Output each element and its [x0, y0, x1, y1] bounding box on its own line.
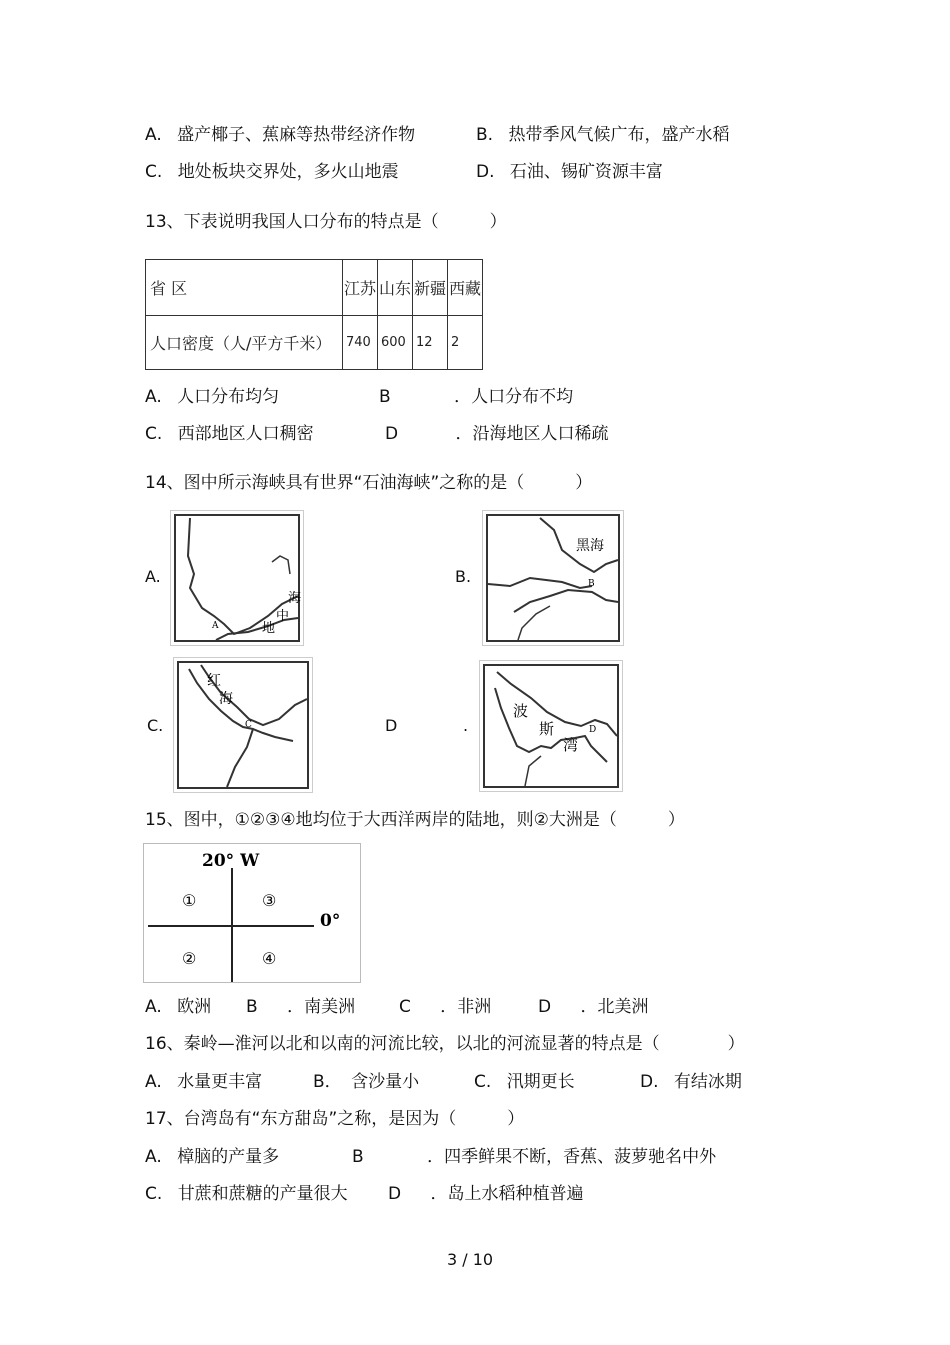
option-text: 樟脑的产量多	[177, 1147, 280, 1167]
q16-option-c	[474, 1074, 575, 1091]
option-letter: A.	[145, 1147, 162, 1167]
q12-option-a	[145, 127, 415, 144]
table-cell: 江苏	[343, 260, 378, 316]
map-d-hormuz[interactable]	[479, 660, 623, 792]
option-letter: D.	[476, 162, 495, 182]
table-cell: 12	[413, 316, 448, 370]
option-letter: D.	[640, 1072, 659, 1092]
quadrant-diagram	[144, 844, 360, 982]
map-frame	[486, 514, 620, 642]
option-letter: D	[388, 1184, 402, 1204]
q14-option-d-dot: .	[463, 716, 469, 735]
option-text: 热带季风气候广布，盛产水稻	[508, 125, 730, 145]
option-letter: A.	[145, 1072, 162, 1092]
option-text: 有结冰期	[673, 1072, 742, 1092]
option-text: 人口分布均匀	[177, 387, 280, 407]
table-cell: 人口密度（人/平方千米）	[146, 316, 343, 370]
option-text: ．岛上水稻种植普遍	[430, 1184, 584, 1204]
map-sea-label: 湾	[563, 736, 579, 754]
q15-option-b	[246, 999, 355, 1016]
q17-stem: 17、台湾岛有“东方甜岛”之称，是因为（ ）	[145, 1109, 525, 1129]
q16-option-b	[313, 1074, 419, 1091]
quadrant-1: ①	[182, 891, 197, 910]
q17-option-b	[352, 1149, 716, 1166]
longitude-label: 20° W	[202, 851, 260, 871]
map-c-coastline	[179, 663, 307, 787]
option-text: 水量更丰富	[177, 1072, 263, 1092]
map-marker: D	[589, 725, 597, 735]
page-number: 3 / 10	[447, 1250, 494, 1269]
map-sea-label: 红	[207, 673, 221, 689]
q15-option-a	[145, 999, 211, 1016]
map-d-coastline	[485, 666, 617, 786]
map-sea-label: 海	[288, 591, 302, 606]
map-c-bab-el-mandeb[interactable]	[173, 657, 313, 793]
map-sea-label: 斯	[539, 720, 555, 738]
table-cell: 740	[343, 316, 378, 370]
option-text: ．人口分布不均	[454, 387, 574, 407]
table-cell: 600	[378, 316, 413, 370]
table-cell: 西藏	[448, 260, 483, 316]
map-sea-label: 黑海	[576, 538, 604, 554]
table-header-row	[146, 260, 483, 316]
q15-stem: 15、图中，①②③④地均位于大西洋两岸的陆地，则②大洲是（ ）	[145, 810, 685, 830]
map-marker: B	[588, 579, 595, 589]
q14-option-a-letter: A.	[145, 567, 161, 586]
option-text: ．非洲	[440, 997, 492, 1017]
map-marker: A	[212, 621, 219, 631]
q13-option-d	[385, 426, 609, 443]
option-letter: A.	[145, 997, 162, 1017]
option-letter: C.	[145, 162, 163, 182]
table-row	[146, 316, 483, 370]
q14-option-b-letter: B.	[455, 567, 472, 586]
option-letter: C.	[145, 424, 163, 444]
option-text: 汛期更长	[506, 1072, 575, 1092]
option-letter: B	[352, 1147, 364, 1167]
map-frame	[174, 514, 300, 642]
option-text: 含沙量小	[351, 1072, 420, 1092]
table-cell: 新疆	[413, 260, 448, 316]
option-text: 地处板块交界处，多火山地震	[177, 162, 399, 182]
map-sea-label: 波	[513, 702, 529, 720]
option-text: 欧洲	[177, 997, 212, 1017]
q17-option-d	[388, 1186, 584, 1203]
option-letter: D	[385, 424, 399, 444]
option-letter: C	[399, 997, 411, 1017]
q13-stem: 13、下表说明我国人口分布的特点是（ ）	[145, 212, 507, 232]
population-density-table	[145, 259, 483, 370]
q12-option-c	[145, 164, 399, 181]
map-sea-label: 海	[219, 691, 233, 707]
option-letter: B．	[313, 1072, 342, 1092]
option-text: 石油、锡矿资源丰富	[509, 162, 663, 182]
q13-option-b	[379, 389, 573, 406]
option-text: ．南美洲	[287, 997, 356, 1017]
map-a-coastline	[176, 516, 302, 640]
q16-stem: 16、秦岭—淮河以北和以南的河流比较，以北的河流显著的特点是（ ）	[145, 1034, 745, 1054]
map-frame	[177, 661, 309, 789]
map-marker: C	[245, 720, 252, 730]
option-letter: B	[379, 387, 391, 407]
option-letter: C.	[145, 1184, 163, 1204]
option-letter: B	[246, 997, 258, 1017]
q13-option-a	[145, 389, 279, 406]
option-letter: A.	[145, 387, 162, 407]
q14-option-d-letter: D	[385, 716, 398, 735]
option-letter: A.	[145, 125, 162, 145]
table-cell: 2	[448, 316, 483, 370]
option-letter: D	[538, 997, 552, 1017]
q14-option-c-letter: C.	[147, 716, 164, 735]
map-sea-label: 中	[276, 609, 290, 624]
option-text: ．沿海地区人口稀疏	[455, 424, 609, 444]
q17-option-c	[145, 1186, 348, 1203]
q13-option-c	[145, 426, 314, 443]
q16-option-d	[640, 1074, 742, 1091]
option-text: 西部地区人口稠密	[177, 424, 314, 444]
quadrant-3: ③	[262, 891, 277, 910]
table-cell: 省 区	[146, 260, 343, 316]
map-b-coastline	[488, 516, 618, 640]
table-cell: 山东	[378, 260, 413, 316]
q15-option-c	[399, 999, 491, 1016]
option-letter: C.	[474, 1072, 492, 1092]
option-text: ．北美洲	[580, 997, 649, 1017]
map-sea-label: 地	[262, 621, 276, 636]
q12-option-d	[476, 164, 663, 181]
q16-option-a	[145, 1074, 262, 1091]
q17-option-a	[145, 1149, 279, 1166]
option-letter: B.	[476, 125, 494, 145]
quadrant-2: ②	[182, 949, 197, 968]
latitude-label: 0°	[320, 911, 341, 931]
quadrant-4: ④	[262, 949, 277, 968]
option-text: 甘蔗和蔗糖的产量很大	[177, 1184, 348, 1204]
q15-option-d	[538, 999, 649, 1016]
option-text: 盛产椰子、蕉麻等热带经济作物	[177, 125, 416, 145]
map-b-bosporus[interactable]	[482, 510, 624, 646]
quadrant-figure	[143, 843, 361, 983]
map-frame	[483, 664, 619, 788]
q14-stem: 14、图中所示海峡具有世界“石油海峡”之称的是（ ）	[145, 473, 593, 493]
map-a-gibraltar[interactable]	[170, 510, 304, 646]
option-text: ．四季鲜果不断，香蕉、菠萝驰名中外	[427, 1147, 717, 1167]
q12-option-b	[476, 127, 729, 144]
